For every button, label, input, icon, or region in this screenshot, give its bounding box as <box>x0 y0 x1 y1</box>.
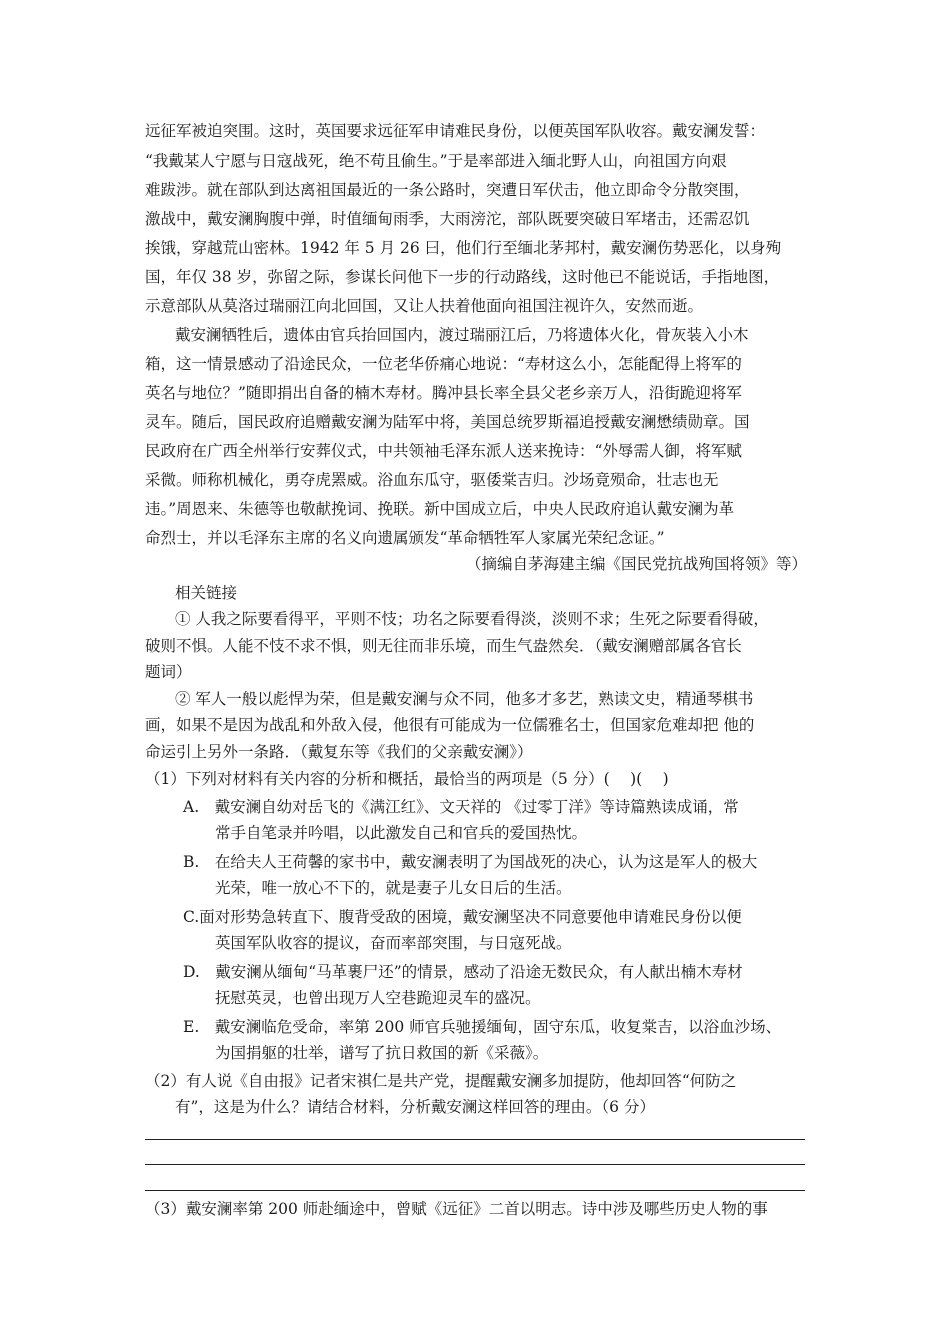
question-1-option-d-line-2: 抚慰英灵，也曾出现万人空巷跪迎灵车的盛况。 <box>215 989 541 1007</box>
question-1-option-c-line-1: C.面对形势急转直下、腹背受敌的困境，戴安澜坚决不同意要他申请难民身份以便 <box>183 908 742 926</box>
passage-p2-line-1: 戴安澜牺牲后，遗体由官兵抬回国内，渡过瑞丽江后，乃将遗体火化，骨灰装入小木 <box>175 326 749 344</box>
passage-p1-line-5: 挨饿，穿越荒山密林。1942 年 5 月 26 曰，他们行至缅北茅邦村，戴安澜伤势恶化，以身殉 <box>145 239 782 257</box>
answer-line-3[interactable] <box>145 1190 805 1191</box>
link-item-1-line-1: ① 人我之际要看得平，平则不忮；功名之际要看得淡，淡则不求；生死之际要看得破， <box>175 610 769 628</box>
answer-line-1[interactable] <box>145 1139 805 1140</box>
link-item-1-line-2: 破则不惧。人能不忮不求不惧，则无往而非乐境，而生气盎然矣．（戴安澜赠部属各官长 <box>145 637 742 655</box>
question-1-option-b-line-2: 光荣，唯一放心不下的，就是妻子儿女日后的生活。 <box>215 879 572 897</box>
passage-p1-line-6: 国，年仅 38 岁，弥留之际，参谋长问他下一步的行动路线，这时他已不能说话，手指地图， <box>145 268 780 286</box>
question-1-option-b-line-1: B. 在给夫人王荷馨的家书中，戴安澜表明了为国战死的决心，认为这是军人的极大 <box>183 853 758 871</box>
link-item-1-line-3: 题词） <box>145 663 192 681</box>
passage-p2-line-6: 采微。师称机械化，勇夺虎罴威。浴血东瓜守，驱倭棠吉归。沙场竟殒命，壮志也无 <box>145 471 719 489</box>
question-1-option-e-line-1: E. 戴安澜临危受命，率第 200 师官兵驰援缅甸，固守东瓜，收复棠吉，以浴血沙场、 <box>183 1018 782 1036</box>
passage-p1-line-3: 难跋涉。就在部队到达离祖国最近的一条公路时，突遭日军伏击，他立即命令分散突围， <box>145 181 750 199</box>
question-1-option-c-line-2: 英国军队收容的提议，奋而率部突围，与日寇死战。 <box>215 934 572 952</box>
question-1-option-a-line-1: A. 戴安澜自幼对岳飞的《满江红》、文天祥的 《过零丁洋》等诗篇熟读成诵，常 <box>183 798 739 816</box>
passage-p2-line-4: 灵车。随后，国民政府追赠戴安澜为陆军中将，美国总统罗斯福追授戴安澜懋绩勋章。国 <box>145 413 750 431</box>
passage-p2-line-7: 违。”周恩来、朱德等也敬献挽词、挽联。新中国成立后，中央人民政府追认戴安澜为革 <box>145 500 735 518</box>
question-2-line-2: 有”，这是为什么？请结合材料，分析戴安澜这样回答的理由。（6 分） <box>175 1098 655 1116</box>
question-1-option-a-line-2: 常手自笔录并吟唱，以此激发自己和官兵的爱国热忱。 <box>215 824 588 842</box>
link-item-2-line-2: 画，如果不是因为战乱和外敌入侵，他很有可能成为一位儒雅名士，但国家危难却把 他的 <box>145 716 755 734</box>
link-item-2-line-3: 命运引上另外一条路．（戴复东等《我们的父亲戴安澜》） <box>145 743 533 761</box>
passage-p1-line-2: “我戴某人宁愿与日寇战死，绝不苟且偷生。”于是率部进入缅北野人山，向祖国方向艰 <box>145 152 727 170</box>
question-1-option-d-line-1: D. 戴安澜从缅甸“马革裹尸还”的情景，感动了沿途无数民众，有人献出楠木寿材 <box>183 963 743 981</box>
link-item-2-line-1: ② 军人一般以彪悍为荣，但是戴安澜与众不同，他多才多艺，熟读文史，精通琴棋书 <box>175 690 754 708</box>
passage-p2-line-3: 英名与地位？”随即捐出自备的楠木寿材。腾冲县长率全县父老乡亲万人，沿街跪迎将军 <box>145 384 742 402</box>
passage-p1-line-7: 示意部队从莫洛过瑞丽江向北回国，又让人扶着他面向祖国注视许久，安然而逝。 <box>145 297 704 315</box>
passage-p2-line-8: 命烈士，并以毛泽东主席的名义向遗属颁发“革命牺牲军人家属光荣纪念证。” <box>145 529 665 547</box>
links-title: 相关链接 <box>175 584 238 602</box>
passage-p1-line-4: 激战中，戴安澜胸腹中弹，时值缅甸雨季，大雨滂沱，部队既要突破日军堵击，还需忍饥 <box>145 210 750 228</box>
question-1-option-e-line-2: 为国捐躯的壮举，谱写了抗日救国的新《采薇》。 <box>215 1044 549 1062</box>
answer-line-2[interactable] <box>145 1164 805 1165</box>
question-3-stem: （3）戴安澜率第 200 师赴缅途中，曾赋《远征》二首以明志。诗中涉及哪些历史人物的事 <box>145 1200 768 1218</box>
passage-p1-line-1: 远征军被迫突围。这时，英国要求远征军申请难民身份，以便英国军队收容。戴安澜发誓： <box>145 122 766 140</box>
passage-p2-line-2: 箱，这一情景感动了沿途民众，一位老华侨痛心地说：“寿材这么小，怎能配得上将军的 <box>145 355 742 373</box>
question-1-stem: （1）下列对材料有关内容的分析和概括，最恰当的两项是（5 分）( )( ) <box>145 770 669 788</box>
question-2-line-1: （2）有人说《自由报》记者宋祺仁是共产党，提醒戴安澜多加提防，他却回答“何防之 <box>145 1072 737 1090</box>
passage-source: （摘编自茅海建主编《国民党抗战殉国将领》等） <box>465 555 807 573</box>
passage-p2-line-5: 民政府在广西全州举行安葬仪式，中共领袖毛泽东派人送来挽诗：“外辱需人御，将军赋 <box>145 442 742 460</box>
